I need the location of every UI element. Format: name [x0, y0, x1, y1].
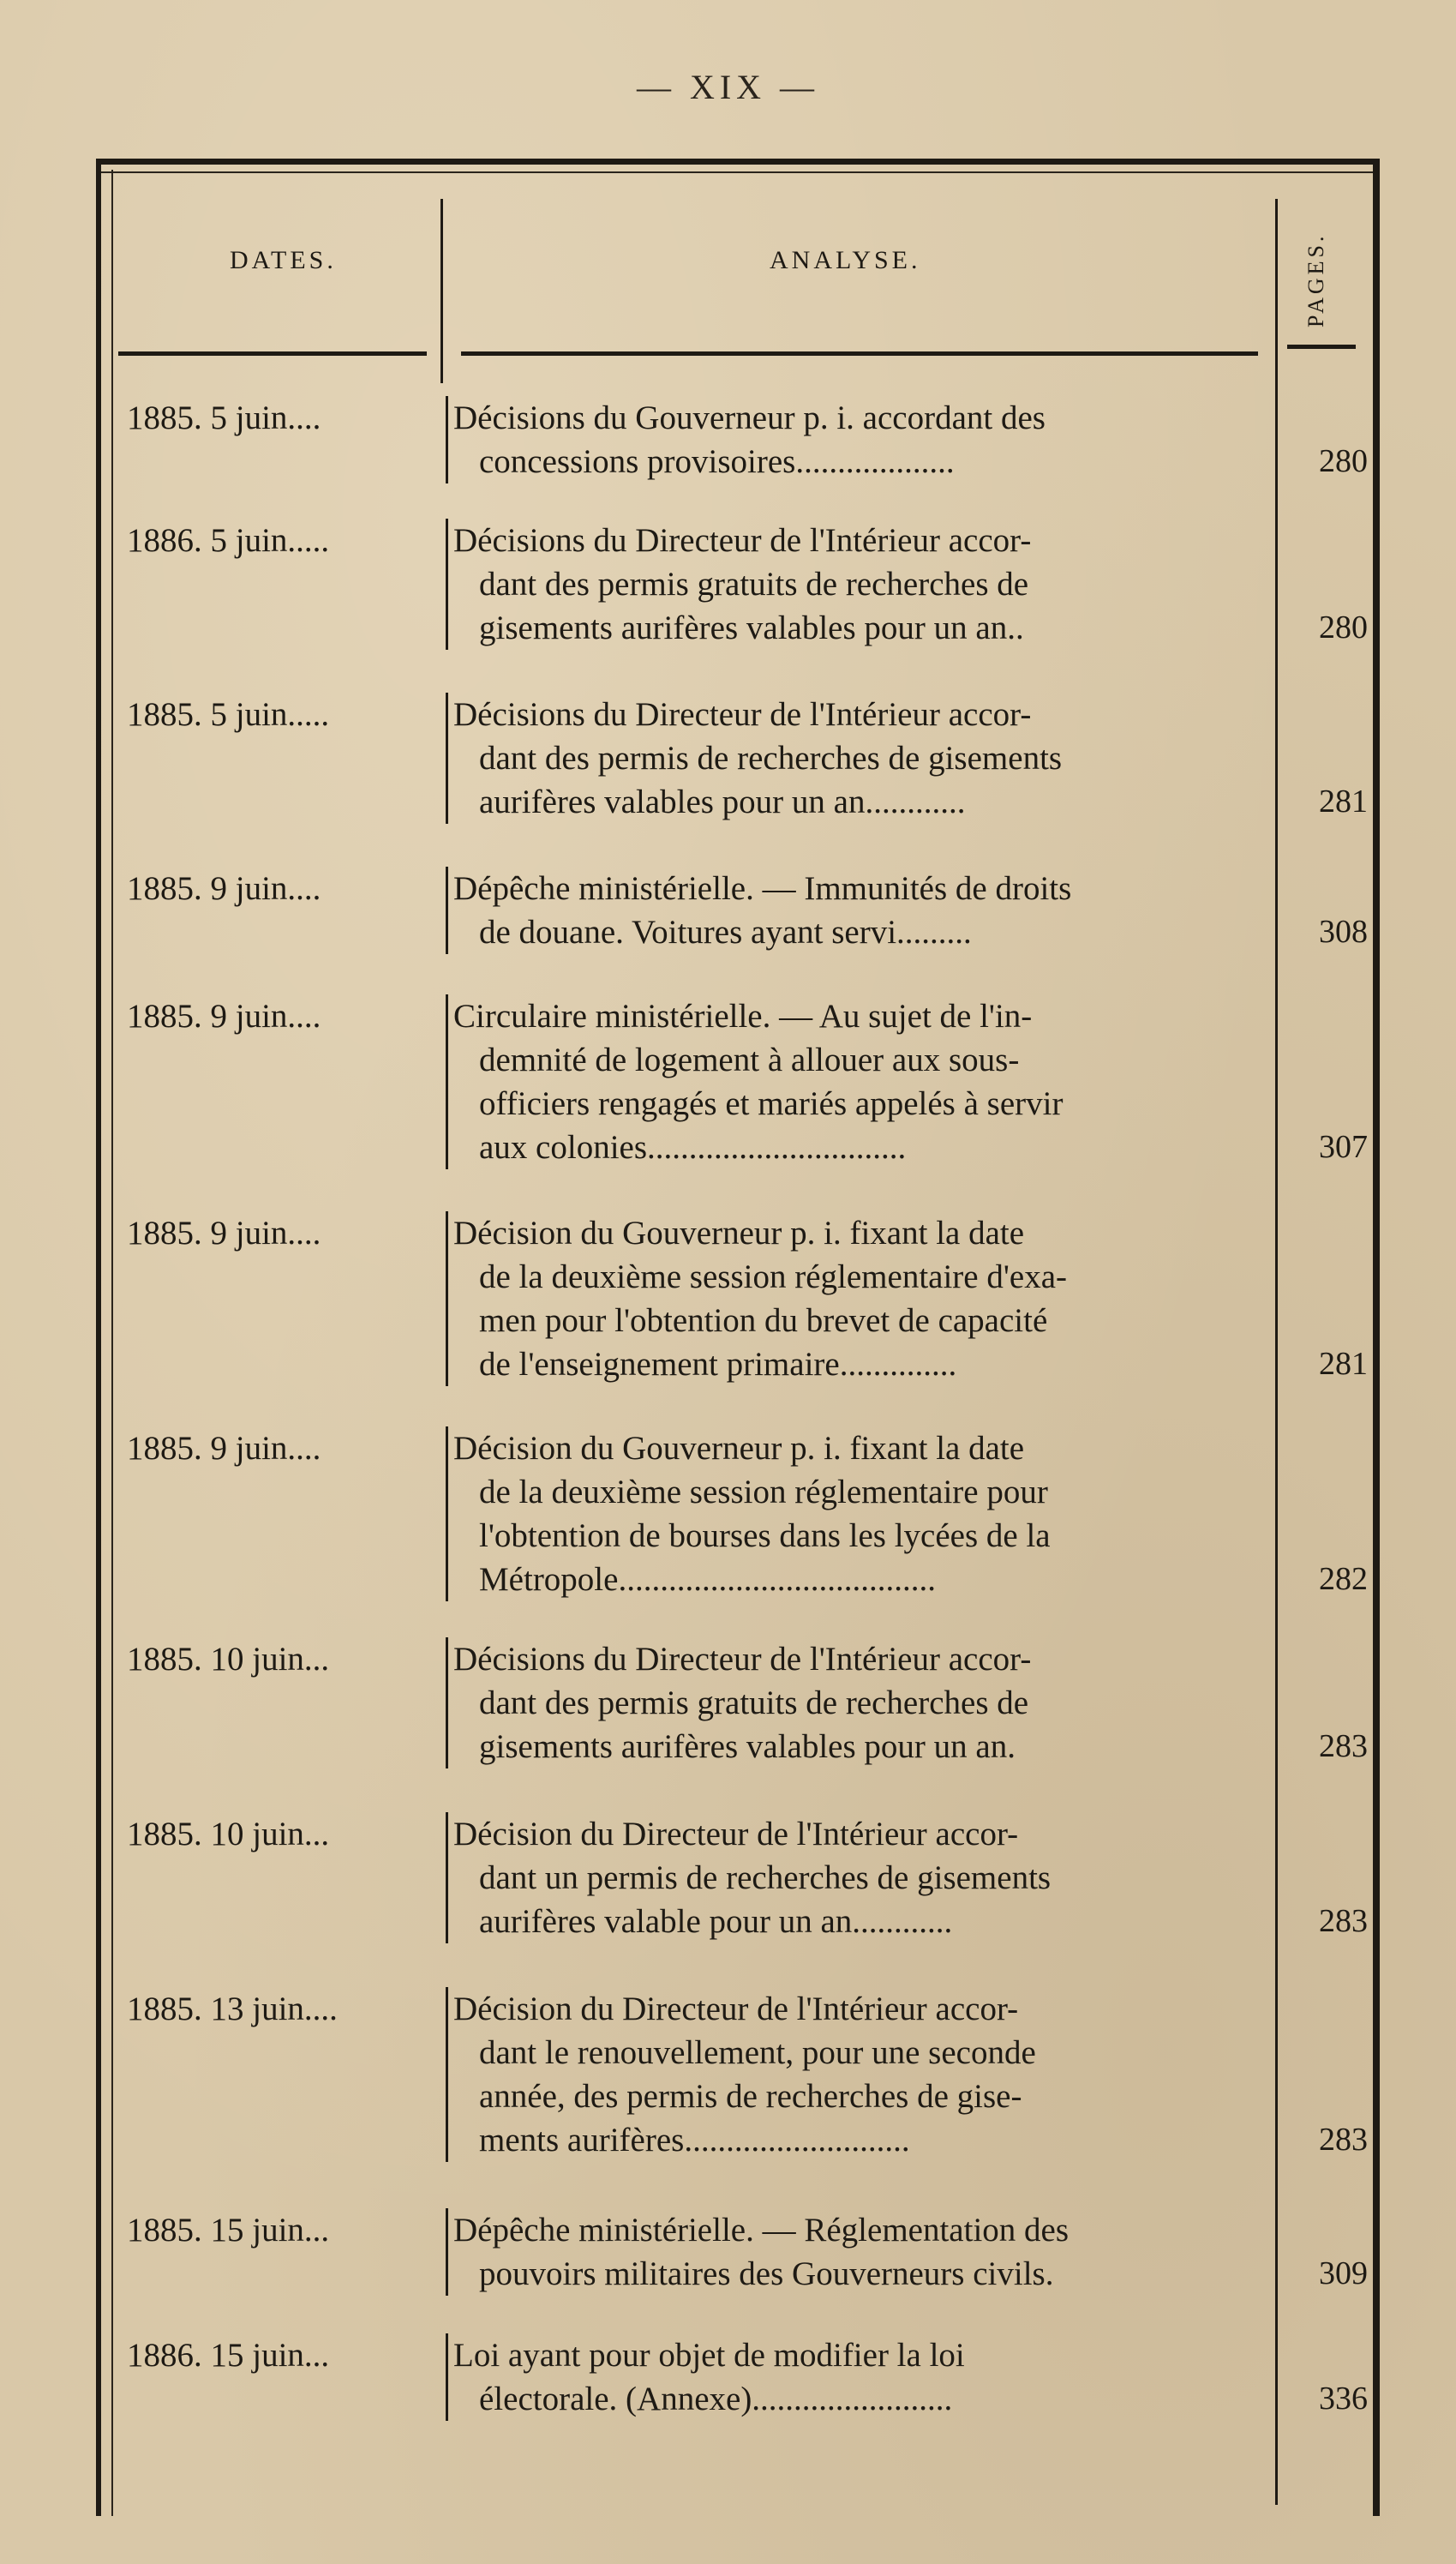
analysis-line: aurifères valables pour un an............ — [479, 784, 966, 820]
analysis-line: Décision du Directeur de l'Intérieur accor- — [453, 1991, 1019, 2027]
analysis-line: de douane. Voitures ayant servi......... — [479, 914, 972, 951]
entry-page-number: 308 — [1319, 914, 1368, 950]
header-rule-dates — [118, 351, 427, 356]
entry-date: 1886. 15 juin... — [127, 2337, 330, 2374]
entry-date: 1885. 9 juin.... — [127, 998, 321, 1035]
analysis-line: Décisions du Gouverneur p. i. accordant des — [453, 399, 1046, 436]
header-pages: PAGES. — [1303, 232, 1328, 327]
analysis-line: Décision du Directeur de l'Intérieur accor- — [453, 1816, 1019, 1852]
entry-page-number: 281 — [1319, 1346, 1368, 1382]
analysis-line: dant le renouvellement, pour une seconde — [479, 2034, 1036, 2071]
analysis-line: dant des permis de recherches de gisements — [479, 740, 1063, 777]
analysis-line: gisements aurifères valables pour un an.. — [479, 609, 1024, 646]
analysis-line: Dépêche ministérielle. — Immunités de droits — [453, 870, 1072, 907]
entry-analysis — [446, 2208, 1260, 2296]
analysis-line: pouvoirs militaires des Gouverneurs civils. — [479, 2255, 1054, 2292]
analysis-line: Décision du Gouverneur p. i. fixant la date — [453, 1215, 1025, 1252]
analysis-line: aurifères valable pour un an............ — [479, 1903, 953, 1940]
analysis-line: Décisions du Directeur de l'Intérieur accor- — [453, 522, 1032, 559]
entry-date: 1885. 9 juin.... — [127, 1430, 321, 1467]
analysis-line: dant des permis gratuits de recherches de — [479, 1684, 1029, 1721]
analysis-line: de la deuxième session réglementaire d'exa- — [479, 1258, 1067, 1295]
entry-analysis — [446, 396, 1260, 483]
table-top-double-rule — [101, 171, 1373, 173]
entry-page-number: 336 — [1319, 2381, 1368, 2417]
entry-date: 1885. 5 juin..... — [127, 696, 330, 733]
analysis-line: aux colonies............................... — [479, 1129, 907, 1166]
header-column-divider-dates — [440, 199, 443, 383]
analysis-line: électorale. (Annexe)........................ — [479, 2381, 953, 2417]
entry-analysis — [446, 1637, 1260, 1768]
header-analyse: ANALYSE. — [770, 246, 921, 274]
header-rule-pages — [1287, 345, 1356, 349]
entry-analysis — [446, 2333, 1260, 2421]
entry-page-number: 309 — [1319, 2255, 1368, 2291]
entry-page-number: 307 — [1319, 1129, 1368, 1165]
column-divider-pages — [1275, 199, 1278, 2505]
entry-date: 1885. 10 juin... — [127, 1641, 330, 1678]
analysis-line: dant un permis de recherches de gisements — [479, 1859, 1052, 1896]
analysis-line: Décision du Gouverneur p. i. fixant la date — [453, 1430, 1025, 1467]
entry-page-number: 280 — [1319, 609, 1368, 646]
entry-date: 1885. 13 juin.... — [127, 1991, 338, 2027]
entry-page-number: 280 — [1319, 443, 1368, 479]
analysis-line: men pour l'obtention du brevet de capacité — [479, 1302, 1048, 1339]
entry-page-number: 283 — [1319, 2122, 1368, 2158]
analysis-line: de la deuxième session réglementaire pour — [479, 1474, 1048, 1510]
analysis-line: ments aurifères........................... — [479, 2122, 910, 2159]
entry-date: 1885. 15 juin... — [127, 2212, 330, 2249]
analysis-line: officiers rengagés et mariés appelés à servir — [479, 1085, 1064, 1122]
entry-page-number: 281 — [1319, 784, 1368, 820]
analysis-line: Circulaire ministérielle. — Au sujet de l'in- — [453, 998, 1033, 1035]
header-dates: DATES. — [230, 246, 337, 274]
analysis-line: concessions provisoires................... — [479, 443, 955, 480]
entry-analysis — [446, 1812, 1260, 1943]
analysis-line: année, des permis de recherches de gise- — [479, 2078, 1022, 2115]
table-left-double-rule — [111, 170, 113, 2516]
entry-page-number: 283 — [1319, 1903, 1368, 1939]
entry-analysis — [446, 1426, 1260, 1601]
analysis-line: l'obtention de bourses dans les lycées de la — [479, 1517, 1051, 1554]
analysis-line: demnité de logement à allouer aux sous- — [479, 1042, 1020, 1078]
header-rule-analyse — [461, 351, 1258, 356]
entry-analysis — [446, 867, 1260, 954]
analysis-line: Décisions du Directeur de l'Intérieur accor- — [453, 1641, 1032, 1678]
entry-date: 1886. 5 juin..... — [127, 522, 330, 559]
entry-analysis — [446, 693, 1260, 824]
entry-page-number: 282 — [1319, 1561, 1368, 1597]
analysis-line: Métropole...................................... — [479, 1561, 936, 1598]
entry-date: 1885. 9 juin.... — [127, 1215, 321, 1252]
entry-page-number: 283 — [1319, 1728, 1368, 1764]
page-folio: — XIX — — [636, 68, 820, 106]
analysis-line: gisements aurifères valables pour un an. — [479, 1728, 1016, 1765]
entry-date: 1885. 9 juin.... — [127, 870, 321, 907]
entry-analysis — [446, 1987, 1260, 2162]
analysis-line: Loi ayant pour objet de modifier la loi — [453, 2337, 965, 2374]
entry-analysis — [446, 1211, 1260, 1386]
analysis-line: de l'enseignement primaire.............. — [479, 1346, 957, 1383]
analysis-line: Décisions du Directeur de l'Intérieur accor- — [453, 696, 1032, 733]
analysis-line: dant des permis gratuits de recherches de — [479, 566, 1029, 603]
analysis-line: Dépêche ministérielle. — Réglementation des — [453, 2212, 1070, 2249]
entry-date: 1885. 10 juin... — [127, 1816, 330, 1852]
entry-date: 1885. 5 juin.... — [127, 399, 321, 436]
entry-analysis — [446, 994, 1260, 1169]
entry-analysis — [446, 519, 1260, 650]
